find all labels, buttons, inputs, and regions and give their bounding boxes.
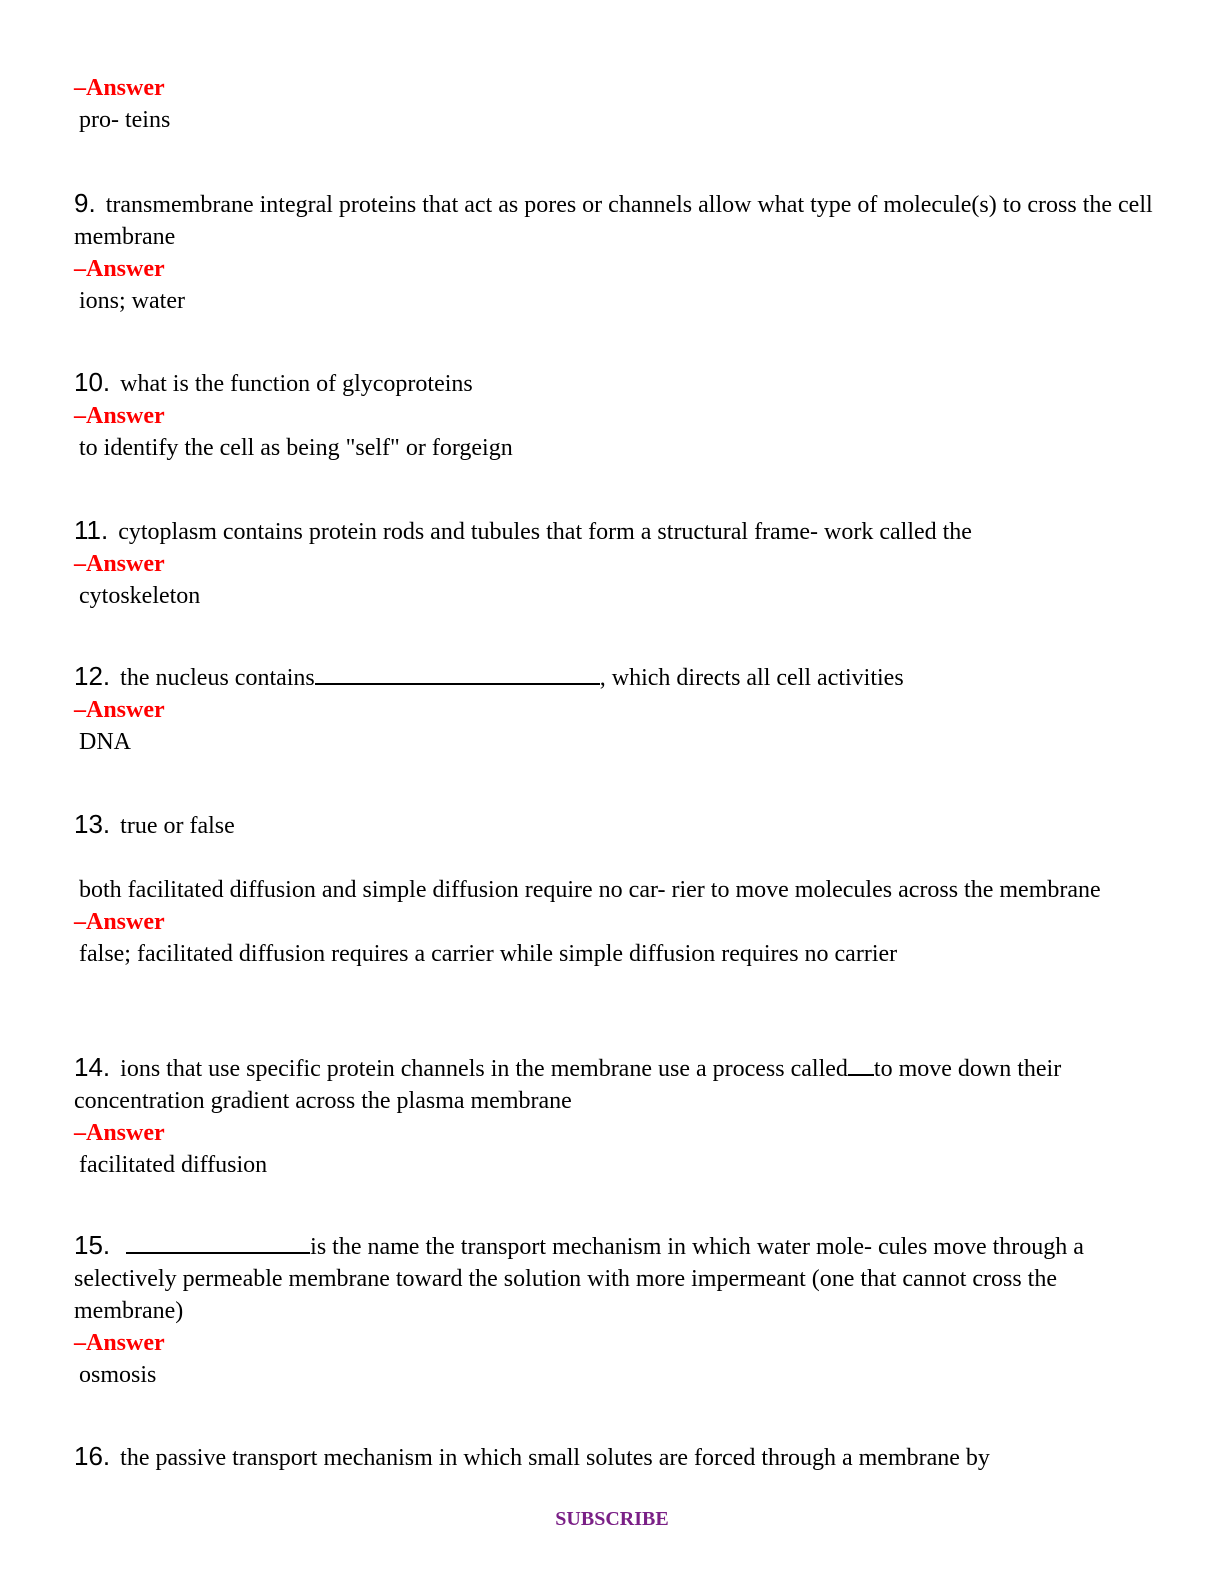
question-9 [74,187,1154,317]
question-number: 14. [74,1052,111,1082]
answer-text: to identify the cell as being "self" or forgeign [79,435,513,461]
question-text [74,366,1154,400]
question-text [74,187,1154,253]
question-body: true or false [120,813,235,839]
answer-blank [315,661,600,685]
answer-text: DNA [79,729,131,755]
question-statement: both facilitated diffusion and simple diffusion require no car- rier to move molecules across the membrane [79,877,1101,903]
answer-label: –Answer [74,1120,165,1146]
answer-label: –Answer [74,551,165,577]
question-body-before: the nucleus contains [120,665,315,691]
answer-text: pro- teins [79,107,171,133]
question-number: 16. [74,1441,111,1471]
answer-text: facilitated diffusion [79,1152,268,1178]
question-text [74,808,1154,842]
question-text [74,1229,1154,1327]
question-14 [74,1051,1154,1181]
answer-label: –Answer [74,909,165,935]
question-12 [74,660,1154,758]
question-body: what is the function of glycoproteins [120,371,473,397]
question-body-after: to move down their concentration gradient across the plasma membrane [74,1056,1062,1114]
qa-prev [74,72,1154,136]
answer-label: –Answer [74,697,165,723]
answer-label: –Answer [74,403,165,429]
question-10 [74,366,1154,464]
question-13 [74,808,1154,970]
question-text [74,514,1154,548]
answer-text: false; facilitated diffusion requires a carrier while simple diffusion requires no carrier [79,941,898,967]
question-number: 13. [74,809,111,839]
question-number: 9. [74,188,96,218]
answer-text: cytoskeleton [79,583,201,609]
question-body: cytoplasm contains protein rods and tubules that form a structural frame- work called the [118,519,972,545]
question-number: 15. [74,1230,111,1260]
answer-label: –Answer [74,1330,165,1356]
question-16 [74,1440,1154,1474]
question-text [74,1440,1154,1474]
answer-blank [848,1052,874,1076]
question-text [74,660,1154,694]
question-body-after: , which directs all cell activities [599,665,904,691]
answer-blank [126,1230,310,1254]
question-body: the passive transport mechanism in which small solutes are forced through a membrane by [120,1445,990,1471]
question-body: transmembrane integral proteins that act as pores or channels allow what type of molecule(s) to cross the cell membrane [74,192,1153,250]
question-15 [74,1229,1154,1391]
question-body-before: ions that use specific protein channels in the membrane use a process called [120,1056,848,1082]
question-body-after: is the name the transport mechanism in which water mole- cules move through a selectively permeable membrane toward the solution with more impermeant (one that cannot cross the membrane) [74,1234,1084,1324]
question-11 [74,514,1154,612]
question-number: 11. [74,515,109,545]
answer-text: osmosis [79,1362,157,1388]
answer-label: –Answer [74,256,165,282]
question-number: 10. [74,367,111,397]
question-number: 12. [74,661,111,691]
answer-text: ions; water [79,288,185,314]
subscribe-link[interactable]: SUBSCRIBE [555,1508,669,1530]
answer-label: –Answer [74,75,165,101]
question-text [74,1051,1154,1117]
